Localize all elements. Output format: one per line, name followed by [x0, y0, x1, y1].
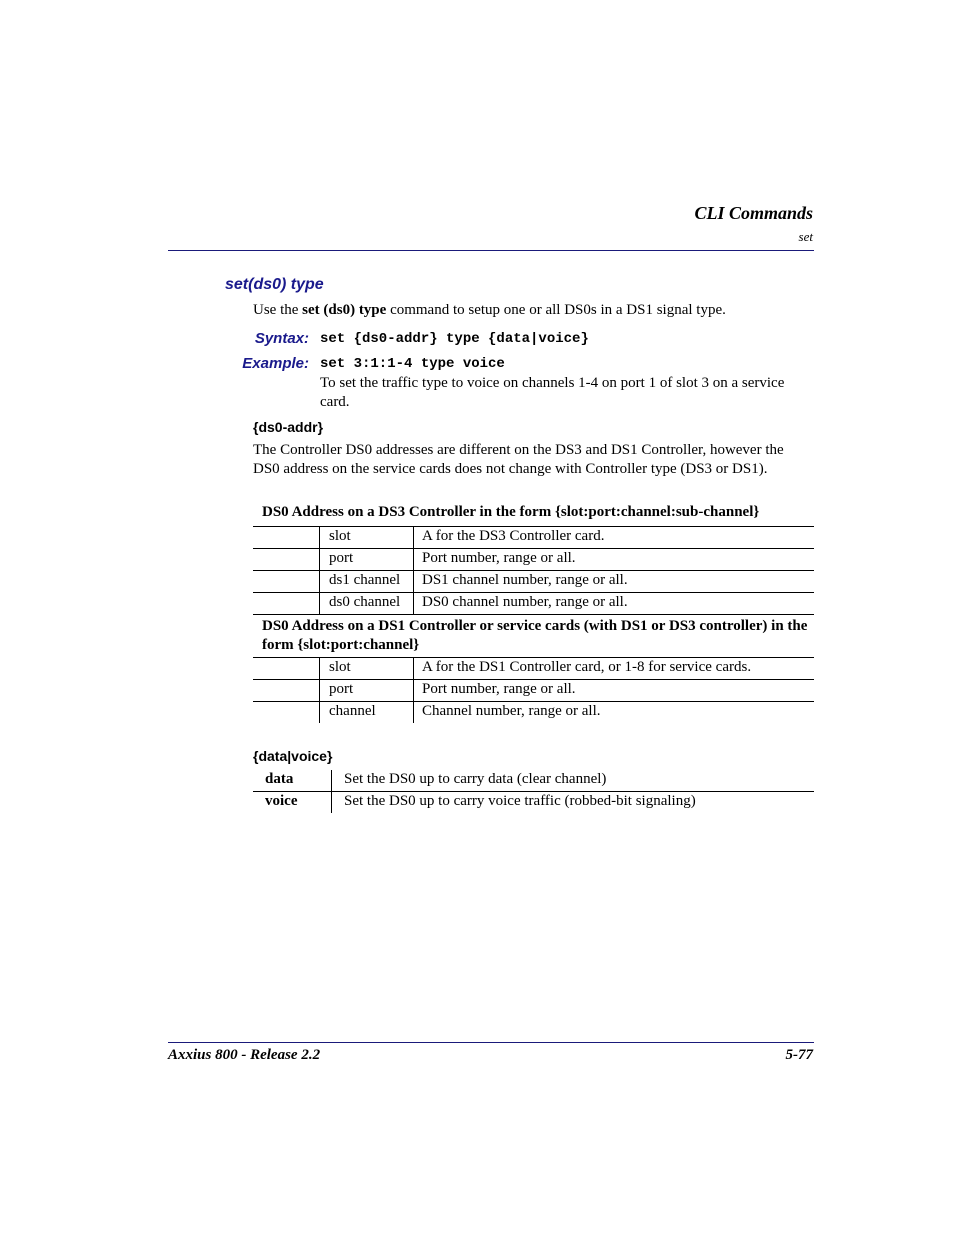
- data-voice-table: [253, 770, 814, 813]
- syntax-label: Syntax:: [254, 330, 309, 347]
- running-header-title: CLI Commands: [694, 203, 813, 223]
- data-voice-heading: {data|voice}: [253, 748, 333, 764]
- table-row: ds1 channel DS1 channel number, range or all.: [253, 571, 814, 593]
- ds0-addr-description: The Controller DS0 addresses are different on the DS3 and DS1 Controller, however the DS0 address on the service cards does not change with Controller type (DS3 or DS1).: [253, 442, 784, 477]
- ds0-address-table: [253, 501, 814, 723]
- example-command: set 3:1:1-4 type voice: [320, 356, 505, 372]
- table-row: port Port number, range or all.: [253, 549, 814, 571]
- page-number: 5-77: [785, 1047, 813, 1063]
- header-rule: [168, 250, 814, 251]
- syntax-command: set {ds0-addr} type {data|voice}: [320, 331, 589, 347]
- table-row: channel Channel number, range or all.: [253, 702, 814, 724]
- table-row: ds0 channel DS0 channel number, range or all.: [253, 593, 814, 615]
- table-row: voice Set the DS0 up to carry voice traffic (robbed-bit signaling): [253, 792, 814, 814]
- table-row: port Port number, range or all.: [253, 680, 814, 702]
- table-row: data Set the DS0 up to carry data (clear channel): [253, 770, 814, 792]
- section-title: set(ds0) type: [225, 276, 324, 293]
- footer-rule: [168, 1042, 814, 1043]
- ds1-caption: DS0 Address on a DS1 Controller or service cards (with DS1 or DS3 controller) in the form {slot:port:channel}: [253, 615, 814, 658]
- example-label: Example:: [242, 355, 309, 372]
- ds3-caption: DS0 Address on a DS3 Controller in the form {slot:port:channel:sub-channel}: [262, 504, 760, 520]
- running-header-subtitle: set: [798, 229, 813, 244]
- intro-paragraph: Use the set (ds0) type command to setup one or all DS0s in a DS1 signal type.: [253, 302, 726, 318]
- footer-title: Axxius 800 - Release 2.2: [168, 1047, 321, 1063]
- ds0-addr-heading: {ds0-addr}: [253, 419, 324, 435]
- table-row: slot A for the DS1 Controller card, or 1-8 for service cards.: [253, 658, 814, 680]
- table-row: slot A for the DS3 Controller card.: [253, 527, 814, 549]
- example-description: To set the traffic type to voice on channels 1-4 on port 1 of slot 3 on a service card.: [320, 375, 785, 410]
